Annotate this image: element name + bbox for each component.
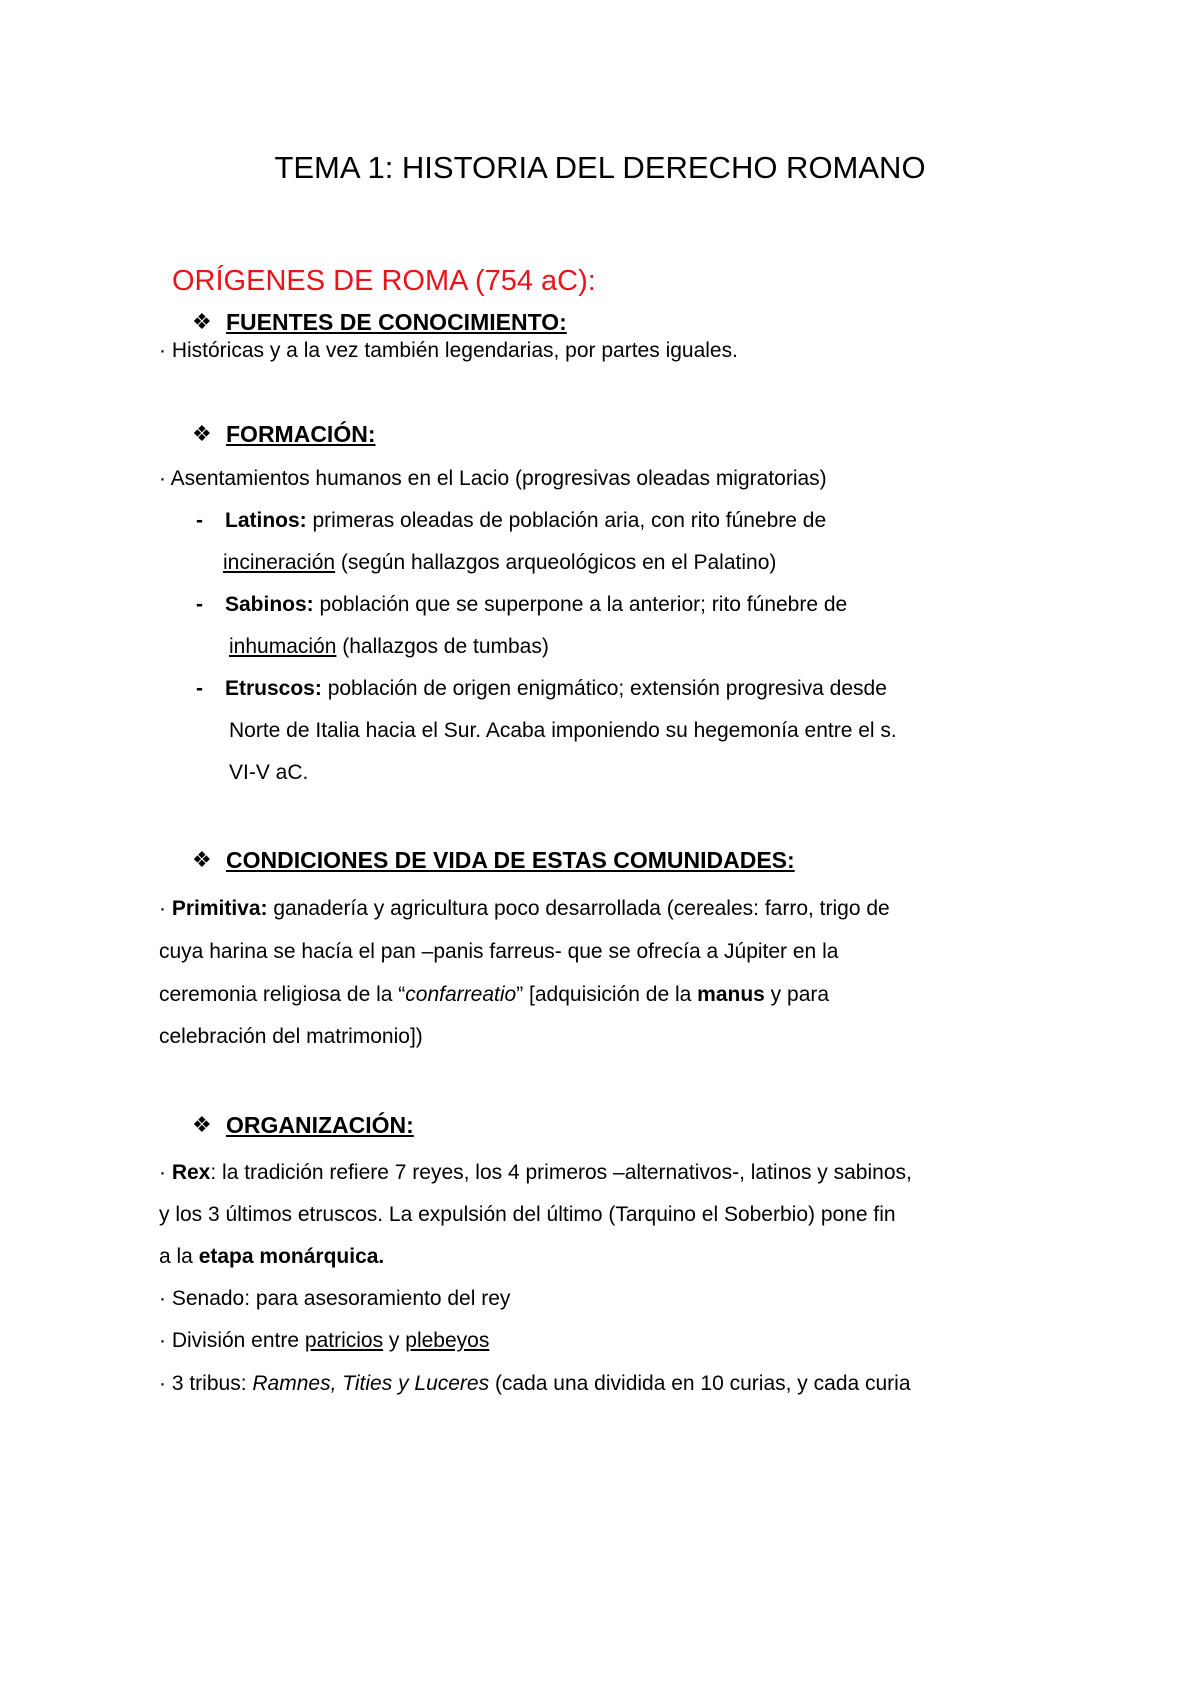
heading-fuentes: FUENTES DE CONOCIMIENTO: (226, 309, 567, 335)
document-title: TEMA 1: HISTORIA DEL DERECHO ROMANO (274, 150, 926, 185)
dash-marker: - (196, 593, 203, 616)
etruscos-line-3: VI-V aC. (229, 761, 309, 784)
term-incineracion: incineración (223, 551, 336, 574)
heading-condiciones: CONDICIONES DE VIDA DE ESTAS COMUNIDADES: (226, 847, 795, 873)
term-inhumacion: inhumación (229, 635, 337, 658)
tribus-line: · 3 tribus: Ramnes, Tities y Luceres (cada una dividida en 10 curias, y cada curia (159, 1372, 911, 1395)
dash-marker: - (196, 509, 203, 532)
dash-marker: - (196, 677, 203, 700)
formacion-intro: · Asentamientos humanos en el Lacio (progresivas oleadas migratorias) (159, 467, 827, 490)
condiciones-line-1: · Primitiva: ganadería y agricultura poco desarrollada (cereales: farro, trigo de (159, 897, 890, 920)
heading-formacion: FORMACIÓN: (226, 421, 376, 447)
latinos-line-1: Latinos: primeras oleadas de población aria, con rito fúnebre de (225, 509, 827, 532)
section-heading-origenes: ORÍGENES DE ROMA (754 aC): (172, 265, 596, 297)
condiciones-line-3: ceremonia religiosa de la “confarreatio” [adquisición de la manus y para (159, 983, 830, 1006)
etruscos-line-1: Etruscos: población de origen enigmático; extensión progresiva desde (225, 677, 887, 700)
senado-line: · Senado: para asesoramiento del rey (159, 1287, 511, 1310)
rex-line-3: a la etapa monárquica. (159, 1245, 385, 1268)
latinos-line-2: incineración (según hallazgos arqueológicos en el Palatino) (223, 551, 777, 574)
condiciones-line-2: cuya harina se hacía el pan –panis farreus- que se ofrecía a Júpiter en la (159, 940, 839, 963)
division-line: · División entre patricios y plebeyos (159, 1329, 490, 1352)
fuentes-line: · Históricas y a la vez también legendarias, por partes iguales. (159, 339, 738, 362)
sabinos-line-2: inhumación (hallazgos de tumbas) (229, 635, 549, 658)
rex-line-1: · Rex: la tradición refiere 7 reyes, los 4 primeros –alternativos-, latinos y sabinos, (159, 1161, 912, 1184)
condiciones-line-4: celebración del matrimonio]) (159, 1025, 423, 1048)
etruscos-line-2: Norte de Italia hacia el Sur. Acaba imponiendo su hegemonía entre el s. (229, 719, 897, 742)
rex-line-2: y los 3 últimos etruscos. La expulsión del último (Tarquino el Soberbio) pone fin (159, 1203, 896, 1226)
sabinos-line-1: Sabinos: población que se superpone a la anterior; rito fúnebre de (225, 593, 848, 616)
heading-organizacion: ORGANIZACIÓN: (226, 1112, 414, 1138)
